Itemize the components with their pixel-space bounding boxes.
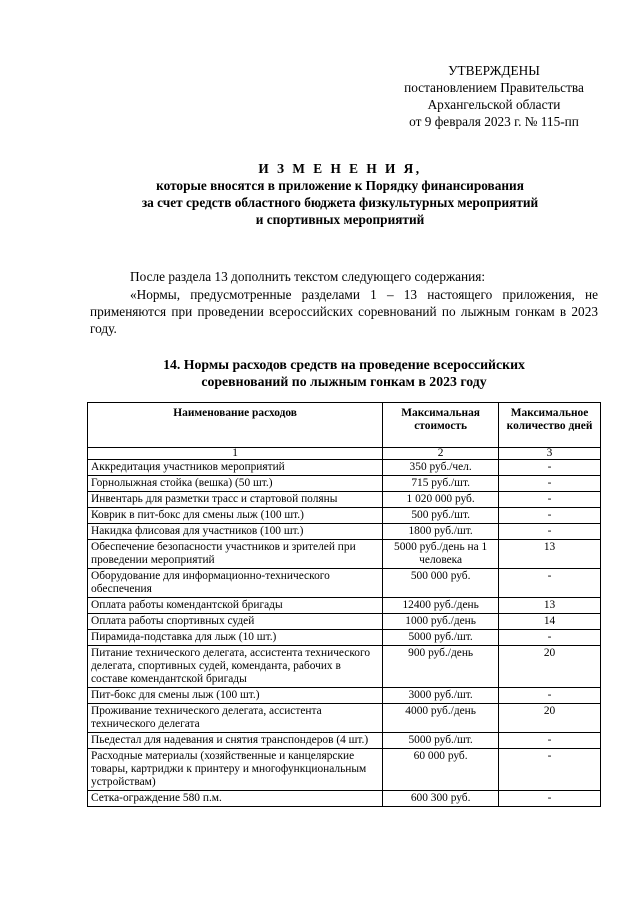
section-heading-line-2: соревнований по лыжным гонкам в 2023 году (201, 374, 487, 389)
table-row (88, 704, 601, 733)
expense-days: - (499, 508, 601, 524)
table-row (88, 492, 601, 508)
header-max-days: Максимальное количество дней (499, 403, 601, 448)
section-heading (90, 356, 598, 390)
expense-days: 20 (499, 646, 601, 688)
expense-cost: 600 300 руб. (383, 791, 499, 807)
approval-authority: постановлением Правительства (404, 80, 584, 95)
expense-days: - (499, 733, 601, 749)
expense-name: Горнолыжная стойка (вешка) (50 шт.) (88, 476, 383, 492)
expense-days: 13 (499, 540, 601, 569)
expense-name: Расходные материалы (хозяйственные и канцелярские товары, картриджи к принтеру и многофункциональным устройствам) (88, 749, 383, 791)
title-heading: И З М Е Н Е Н И Я, (258, 161, 422, 176)
expense-cost: 1 020 000 руб. (383, 492, 499, 508)
section-heading-line-1: 14. Нормы расходов средств на проведение всероссийских (163, 357, 525, 372)
expense-cost: 500 руб./шт. (383, 508, 499, 524)
expense-cost: 5000 руб./шт. (383, 630, 499, 646)
expense-cost: 500 000 руб. (383, 569, 499, 598)
approval-date: от 9 февраля 2023 г. № 115-пп (409, 114, 579, 129)
approval-block (380, 62, 608, 130)
table-row (88, 646, 601, 688)
table-row (88, 733, 601, 749)
expense-name: Обеспечение безопасности участников и зрителей при проведении мероприятий (88, 540, 383, 569)
table-row (88, 688, 601, 704)
table-row (88, 630, 601, 646)
expense-days: 13 (499, 598, 601, 614)
table-row (88, 749, 601, 791)
expense-name: Оборудование для информационно-технического обеспечения (88, 569, 383, 598)
table-row (88, 540, 601, 569)
expense-name: Питание технического делегата, ассистента технического делегата, спортивных судей, коменданта, рабочих в составе комендантской бригады (88, 646, 383, 688)
expense-cost: 60 000 руб. (383, 749, 499, 791)
expense-days: - (499, 524, 601, 540)
expense-name: Коврик в пит-бокс для смены лыж (100 шт.) (88, 508, 383, 524)
table-row (88, 476, 601, 492)
expense-days: - (499, 569, 601, 598)
table-row (88, 460, 601, 476)
header-max-cost: Максимальная стоимость (383, 403, 499, 448)
table-header-row (88, 403, 601, 448)
expense-days: - (499, 791, 601, 807)
expense-cost: 900 руб./день (383, 646, 499, 688)
expense-name: Инвентарь для разметки трасс и стартовой поляны (88, 492, 383, 508)
expense-norms-table (87, 402, 601, 807)
column-number: 1 (88, 448, 383, 460)
expense-cost: 3000 руб./шт. (383, 688, 499, 704)
expense-cost: 1800 руб./шт. (383, 524, 499, 540)
expense-cost: 350 руб./чел. (383, 460, 499, 476)
expense-days: - (499, 460, 601, 476)
expense-name: Аккредитация участников мероприятий (88, 460, 383, 476)
approval-region: Архангельской области (427, 97, 561, 112)
expense-days: 14 (499, 614, 601, 630)
approval-stamp: УТВЕРЖДЕНЫ (448, 63, 540, 78)
expense-cost: 715 руб./шт. (383, 476, 499, 492)
expense-name: Пирамида-подставка для лыж (10 шт.) (88, 630, 383, 646)
table-row (88, 598, 601, 614)
expense-name: Оплата работы спортивных судей (88, 614, 383, 630)
expense-cost: 12400 руб./день (383, 598, 499, 614)
table-row (88, 508, 601, 524)
title-line-3: и спортивных мероприятий (255, 212, 425, 227)
expense-name: Пьедестал для надевания и снятия транспондеров (4 шт.) (88, 733, 383, 749)
table-row (88, 791, 601, 807)
expense-cost: 1000 руб./день (383, 614, 499, 630)
expense-days: - (499, 476, 601, 492)
table-row (88, 614, 601, 630)
expense-name: Пит-бокс для смены лыж (100 шт.) (88, 688, 383, 704)
header-expense-name: Наименование расходов (88, 403, 383, 448)
column-number: 2 (383, 448, 499, 460)
expense-days: 20 (499, 704, 601, 733)
title-line-1: которые вносятся в приложение к Порядку финансирования (156, 178, 524, 193)
expense-name: Проживание технического делегата, ассистента технического делегата (88, 704, 383, 733)
column-number: 3 (499, 448, 601, 460)
table-row (88, 524, 601, 540)
paragraph-norms: «Нормы, предусмотренные разделами 1 – 13 настоящего приложения, не применяются при проведении всероссийских соревнований по лыжным гонкам в 2023 году. (90, 287, 598, 336)
expense-cost: 4000 руб./день (383, 704, 499, 733)
paragraph-intro: После раздела 13 дополнить текстом следующего содержания: (130, 269, 486, 284)
expense-cost: 5000 руб./шт. (383, 733, 499, 749)
expense-name: Накидка флисовая для участников (100 шт.) (88, 524, 383, 540)
expense-days: - (499, 749, 601, 791)
expense-cost: 5000 руб./день на 1 человека (383, 540, 499, 569)
table-row (88, 569, 601, 598)
document-title (60, 160, 620, 228)
expense-days: - (499, 688, 601, 704)
table-column-numbers (88, 448, 601, 460)
expense-name: Сетка-ограждение 580 п.м. (88, 791, 383, 807)
expense-days: - (499, 492, 601, 508)
title-line-2: за счет средств областного бюджета физкультурных мероприятий (141, 195, 539, 210)
expense-days: - (499, 630, 601, 646)
expense-name: Оплата работы комендантской бригады (88, 598, 383, 614)
